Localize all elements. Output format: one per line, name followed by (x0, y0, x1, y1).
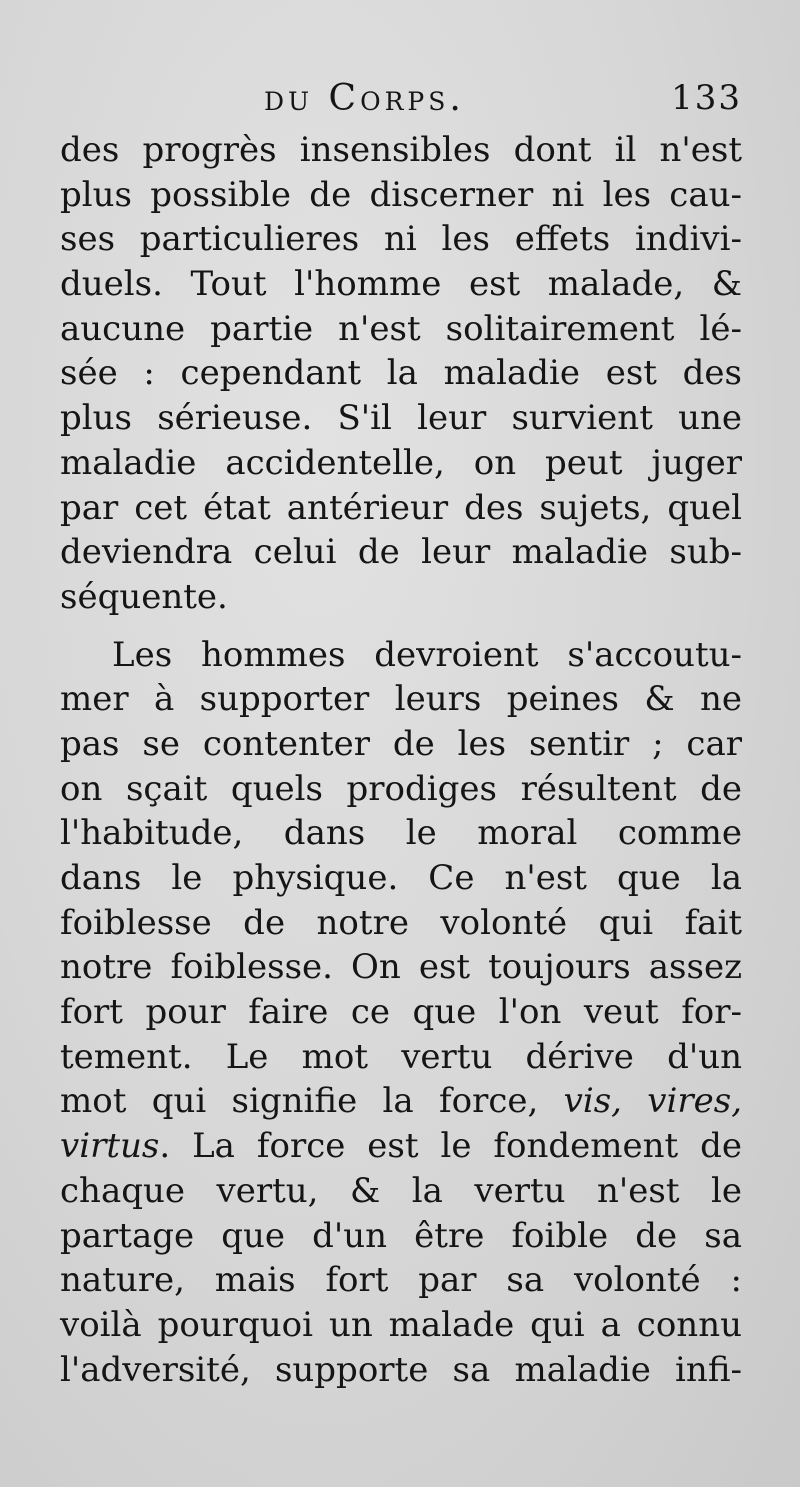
body-text (60, 128, 742, 1392)
paragraph-gap (60, 620, 742, 633)
text-line: l'habitude, dans le moral comme (60, 813, 742, 854)
page-header (60, 78, 742, 128)
text-line: Les hommes devroient s'accoutu- (112, 634, 742, 675)
text-line: dans le physique. Ce n'est que la (60, 858, 742, 898)
text-line: plus possible de discerner ni les cau- (60, 174, 742, 215)
latin-italic-text: vis, vires, (563, 1081, 743, 1122)
text-line: tement. Le mot vertu dérive d'un (60, 1036, 742, 1077)
text-line: chaque vertu, & la vertu n'est le (60, 1170, 742, 1211)
text-segment: mot qui signifie la force, (60, 1081, 564, 1122)
text-line: duels. Tout l'homme est malade, & (60, 264, 742, 305)
text-line: notre foiblesse. On est toujours assez (60, 947, 742, 988)
text-line (60, 1079, 742, 1124)
text-line: ses particulieres ni les effets indivi- (60, 219, 742, 260)
text-line: mer à supporter leurs peines & ne (60, 679, 742, 720)
text-line: des progrès insensibles dont il n'est (60, 130, 742, 170)
text-line: pas se contenter de les sentir ; car (60, 723, 742, 764)
latin-italic-text: virtus (60, 1126, 160, 1167)
text-line: aucune partie n'est solitairement lé- (60, 308, 742, 349)
page-number: 133 (671, 78, 742, 118)
text-line: séquente. (60, 576, 228, 617)
text-line: fort pour faire ce que l'on veut for- (60, 992, 742, 1033)
text-line (60, 1124, 742, 1169)
text-line: partage que d'un être foible de sa (60, 1215, 742, 1256)
text-line: on sçait quels prodiges résultent de (60, 768, 742, 809)
text-line: l'adversité, supporte sa maladie infi- (60, 1349, 742, 1390)
text-line: foiblesse de notre volonté qui fait (60, 902, 742, 943)
text-line: nature, mais fort par sa volonté : (60, 1260, 742, 1301)
text-line: par cet état antérieur des sujets, quel (60, 487, 742, 528)
running-title: du Corps. (264, 78, 465, 119)
text-line: plus sérieuse. S'il leur survient une (60, 398, 742, 439)
text-segment: . La force est le fondement de (159, 1126, 742, 1167)
text-line: maladie accidentelle, on peut juger (60, 442, 742, 483)
text-line: deviendra celui de leur maladie sub- (60, 532, 742, 573)
text-line: sée : cependant la maladie est des (60, 353, 742, 394)
text-line: voilà pourquoi un malade qui a connu (60, 1304, 742, 1345)
